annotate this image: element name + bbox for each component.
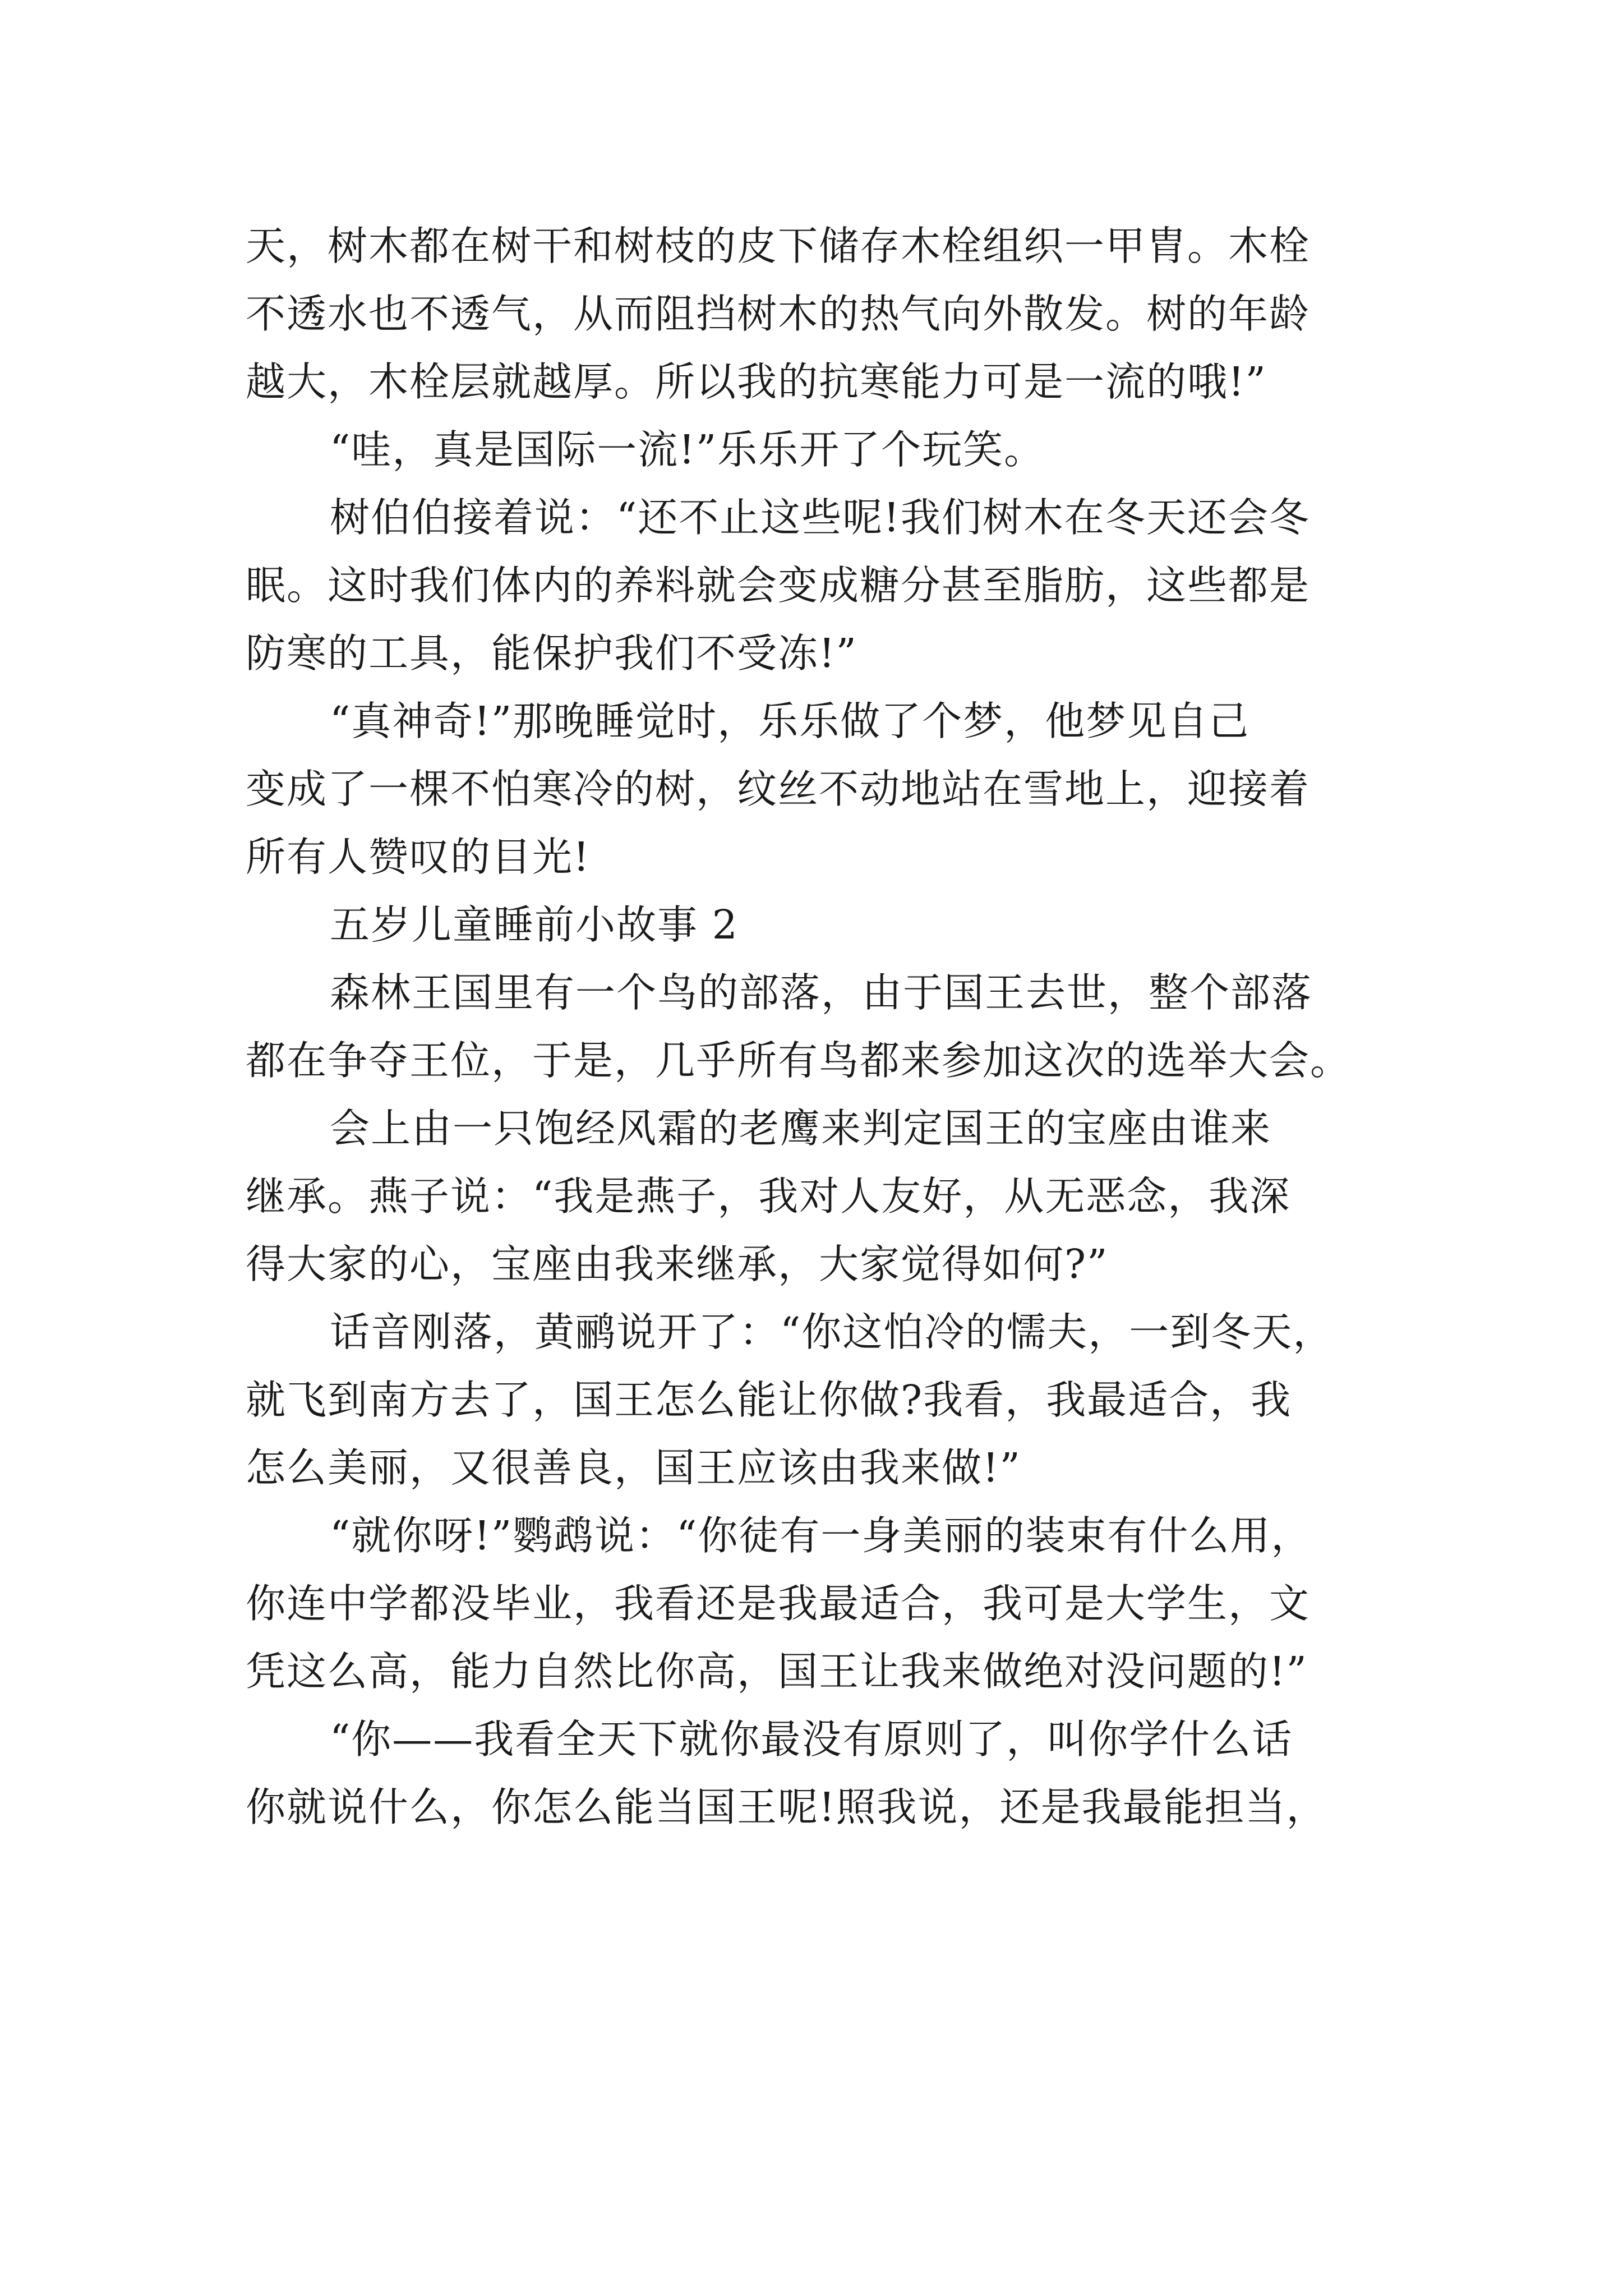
text-line: 所有人赞叹的目光!: [246, 834, 591, 880]
text-line: 继承。燕子说：“我是燕子，我对人友好，从无恶念，我深: [246, 1173, 1291, 1220]
text-line: 防寒的工具，能保护我们不受冻!”: [246, 630, 857, 677]
text-line: 眠。这时我们体内的养料就会变成糖分甚至脂肪，这些都是: [246, 562, 1311, 609]
text-line: “真神奇!”那晚睡觉时，乐乐做了个梦，他梦见自己: [330, 698, 1250, 744]
text-line: 变成了一棵不怕寒冷的树，纹丝不动地站在雪地上，迎接着: [246, 766, 1311, 812]
text-line: 你连中学都没毕业，我看还是我最适合，我可是大学生，文: [246, 1580, 1311, 1627]
text-line: 天，树木都在树干和树枝的皮下储存木栓组织一甲胄。木栓: [246, 223, 1311, 269]
text-line: 不透水也不透气，从而阻挡树木的热气向外散发。树的年龄: [246, 291, 1311, 337]
text-line: 树伯伯接着说：“还不止这些呢!我们树木在冬天还会冬: [330, 494, 1310, 541]
text-line: 都在争夺王位，于是，几乎所有鸟都来参加这次的选举大会。: [246, 1037, 1352, 1084]
text-line: 得大家的心，宝座由我来继承，大家觉得如何?”: [246, 1241, 1109, 1287]
section-heading: 五岁儿童睡前小故事 2: [330, 901, 739, 948]
text-line: 怎么美丽，又很善良，国王应该由我来做!”: [246, 1444, 1021, 1491]
text-line: 就飞到南方去了，国王怎么能让你做?我看，我最适合，我: [246, 1377, 1292, 1423]
text-line: “哇，真是国际一流!”乐乐开了个玩笑。: [330, 426, 1045, 473]
text-line: 森林王国里有一个鸟的部落，由于国王去世，整个部落: [330, 969, 1313, 1016]
text-line: 会上由一只饱经风霜的老鹰来判定国王的宝座由谁来: [330, 1105, 1272, 1152]
body-text: [246, 212, 1395, 1841]
text-line: 你就说什么，你怎么能当国王呢!照我说，还是我最能担当，: [246, 1784, 1327, 1830]
text-line: 话音刚落，黄鹂说开了：“你这怕冷的懦夫，一到冬天，: [330, 1309, 1334, 1355]
text-line: 凭这么高，能力自然比你高，国王让我来做绝对没问题的!”: [246, 1648, 1308, 1695]
text-line: “你——我看全天下就你最没有原则了，叫你学什么话: [330, 1716, 1293, 1763]
text-line: “就你呀!”鹦鹉说：“你徒有一身美丽的装束有什么用，: [330, 1512, 1312, 1559]
text-line: 越大，木栓层就越厚。所以我的抗寒能力可是一流的哦!”: [246, 358, 1267, 405]
